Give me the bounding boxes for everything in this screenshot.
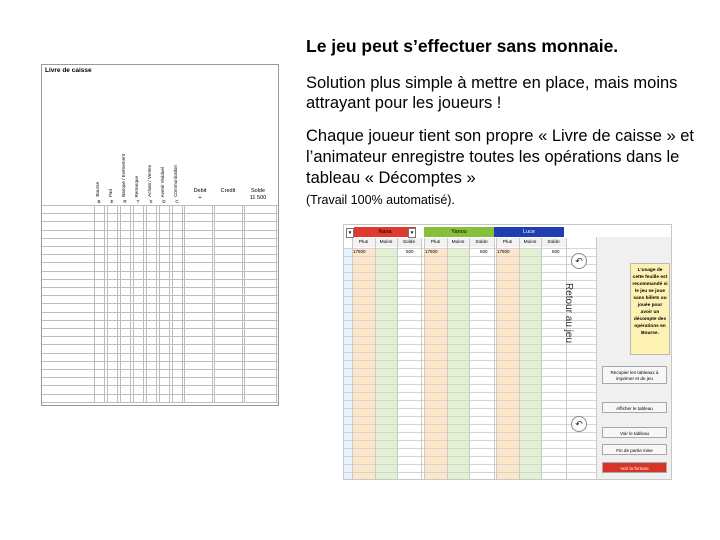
ledger-letter: T [136,199,140,204]
col-solde-header: Solde [397,238,422,247]
solde-column [469,248,494,479]
sheet-row-line [344,272,596,273]
col-plus-header: Plus [424,238,448,247]
ledger-header-banque: Banque / Evénement [121,154,126,197]
ledger-col-line [94,205,95,403]
sheet-col-line [541,238,542,479]
sheet-col-line [397,238,398,479]
paragraph-automation-note: (Travail 100% automatisé). [306,193,455,207]
ledger-col-line [242,205,243,403]
ledger-solde-value: 11 500 [249,195,267,201]
sheet-row-line [344,456,596,457]
ledger-letter: S [149,199,153,204]
player-header-3: Luce [494,227,564,237]
sheet-row-line [344,344,596,345]
sheet-row-line [344,416,596,417]
slide-title: Le jeu peut s’effectuer sans monnaie. [306,36,619,56]
sheet-col-line [352,238,353,479]
sheet-row-line [344,248,596,249]
ledger-letter: B [97,199,101,204]
minus-value: 500 [406,249,414,254]
start-value: 17500 [353,249,366,254]
undo-icon[interactable]: ↶ [571,253,587,269]
ledger-col-line [107,205,108,403]
ledger-letter: E [110,199,114,204]
ledger-letter: D [162,199,166,204]
ledger-col-line [146,205,147,403]
ledger-letter: C [175,199,179,204]
ledger-header-remarque: Remarque [134,175,139,197]
sheet-row-line [344,392,596,393]
ledger-col-line [156,205,157,403]
plus-column [424,248,447,479]
ledger-title: Livre de caisse [45,67,92,74]
ledger-grid [42,205,278,403]
moins-column [519,248,541,479]
minus-value: 500 [552,249,560,254]
sheet-row-line [344,352,596,353]
ledger-header-communication: Communication [173,165,178,197]
sheet-row-line [344,280,596,281]
sheet-row-line [344,288,596,289]
sheet-row-line [344,400,596,401]
ledger-debit-sign: + [198,195,202,201]
sheet-row-line [344,360,596,361]
ledger-col-line [184,205,185,403]
ledger-col-line [276,205,277,403]
ledger-col-line [117,205,118,403]
voir-fortune-button[interactable]: Voir la fortune [602,462,667,473]
ledger-col-line [104,205,105,403]
sheet-col-line [519,238,520,479]
ledger-letter: R [123,199,127,204]
sheet-col-line [424,238,425,479]
sheet-col-line [469,238,470,479]
ledger-header-pari: Pari [108,188,113,197]
ledger-col-line [130,205,131,403]
moins-column [375,248,397,479]
ledger-col-line [212,205,213,403]
sheet-row-line [344,408,596,409]
sheet-col-line [447,238,448,479]
afficher-tableau-button[interactable]: Afficher le tableau [602,402,667,413]
ledger-col-line [244,205,245,403]
col-plus-header: Plus [496,238,520,247]
sheet-row-line [344,312,596,313]
paragraph-solution: Solution plus simple à mettre en place, mais moins attrayant pour les joueurs ! [306,74,678,112]
ledger-form-image [41,64,279,406]
col-moins-header: Moins [519,238,542,247]
sheet-col-line [496,238,497,479]
paragraph-livre-de-caisse: Chaque joueur tient son propre « Livre de caisse » et l’animateur enregistre toutes les opérations dans le tableau « Décomptes » [306,127,694,187]
sheet-row-line [344,424,596,425]
usage-note-box: L'usage de cette feuille est recommandé si le jeu se joue sans billets ou jouée pour avoir un décompte des opérations en Bourse. [630,263,670,355]
sheet-row-line [344,336,596,337]
ledger-header-bourse: Bourse [95,182,100,197]
sheet-row-line [344,432,596,433]
col-moins-header: Moins [375,238,398,247]
sheet-row-line [344,376,596,377]
ledger-col-line [143,205,144,403]
player-dropdown[interactable]: ▼ [408,228,416,238]
sheet-row-line [344,448,596,449]
ledger-solde-header: Solde [250,188,266,194]
moins-column [447,248,469,479]
player-dropdown[interactable]: ▼ [346,228,354,238]
sheet-row-line [344,384,596,385]
ledger-debit-header: Debit [193,188,207,194]
sheet-col-line [494,238,495,479]
ledger-col-line [214,205,215,403]
ledger-col-line [169,205,170,403]
ledger-col-line [172,205,173,403]
sheet-row-line [344,464,596,465]
decomptes-sheet-image [343,224,672,480]
start-value: 17500 [497,249,510,254]
ledger-col-line [120,205,121,403]
sheet-row-line [344,264,596,265]
sheet-row-line [344,304,596,305]
sheet-row-line [344,440,596,441]
ledger-header-achats: Achats / Ventes [147,165,152,197]
sheet-row-line [344,472,596,473]
sheet-col-line [566,238,567,479]
plus-column [352,248,375,479]
sheet-col-line [375,238,376,479]
col-moins-header: Moins [447,238,470,247]
sheet-row-line [344,368,596,369]
player-header-1: Nana [354,227,416,237]
voir-tableau-button[interactable]: Voir le tableau [602,427,667,438]
col-plus-header: Plus [352,238,376,247]
start-value: 17500 [425,249,438,254]
sheet-row-line [344,296,596,297]
minus-value: 500 [480,249,488,254]
player-header-2: Yanou [424,227,494,237]
ledger-col-line [159,205,160,403]
sheet-col-line [421,238,422,479]
sheet-row-line [344,328,596,329]
recopier-button[interactable]: Recopier les tableaux à imprimer et de jeu [602,366,667,384]
col-solde-header: Solde [541,238,567,247]
undo-icon[interactable]: ↶ [571,416,587,432]
plus-column [496,248,519,479]
retour-au-jeu-label[interactable]: Retour au jeu [563,283,574,344]
solde-column [397,248,421,479]
ledger-col-line [182,205,183,403]
col-solde-header: Solde [469,238,495,247]
ledger-col-line [133,205,134,403]
sheet-row-line [344,256,596,257]
ledger-header-avenir: Avenir résiduel [160,166,165,197]
ledger-credit-header: Credit [220,188,236,194]
row-marker-column [344,248,352,479]
fin-de-partie-button[interactable]: Fin de partie mise [602,444,667,455]
sheet-row-line [344,320,596,321]
